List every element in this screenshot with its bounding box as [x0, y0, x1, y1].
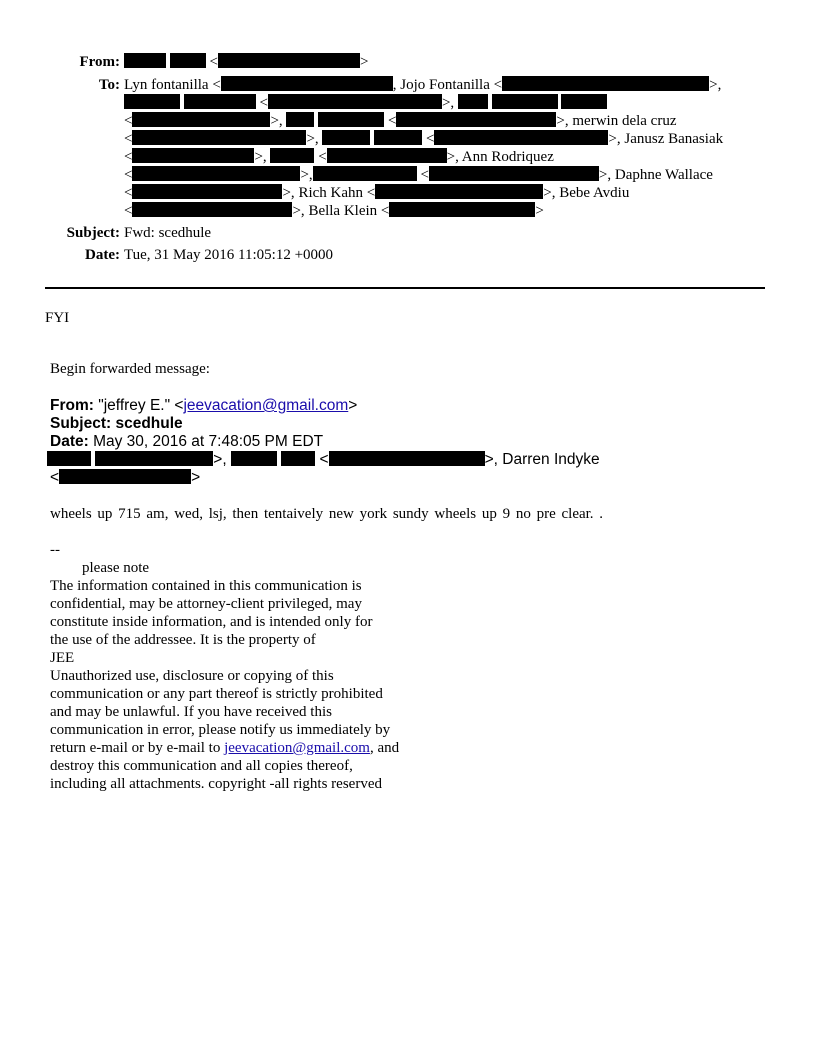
redaction: [132, 148, 254, 163]
forwarded-to-row: >, < >, Darren Indyke: [50, 451, 600, 469]
recipient-name: Lyn fontanilla: [124, 77, 209, 93]
redaction: [434, 130, 608, 145]
to-line-4: < >, < >, Janusz Banasiak: [124, 131, 724, 147]
redaction: [132, 130, 306, 145]
redaction: [184, 94, 256, 109]
redaction: [492, 94, 558, 109]
forwarded-from-row: From: "jeffrey E." <jeevacation@gmail.com>: [50, 397, 358, 414]
redaction: [132, 166, 300, 181]
redaction: [329, 451, 485, 466]
to-label: To:: [98, 77, 120, 93]
redaction: [59, 469, 191, 484]
recipient-name: Rich Kahn: [298, 185, 364, 201]
recipient-name: Daphne Wallace: [614, 167, 713, 183]
redaction: [429, 166, 599, 181]
to-line-8: < >, Bella Klein < >: [124, 203, 544, 219]
recipient-name: merwin dela cruz: [572, 113, 677, 129]
to-line-7: < >, Rich Kahn < >, Bebe Avdiu: [124, 185, 630, 201]
from-value: < >: [124, 53, 368, 71]
forwarded-to-name: Darren Indyke: [502, 451, 600, 468]
redaction: [374, 130, 422, 145]
header-divider: [45, 287, 765, 289]
redaction: [327, 148, 447, 163]
to-line-5: < >, < >, Ann Rodriquez: [124, 149, 554, 165]
redaction: [313, 166, 417, 181]
signature-line: JEE: [50, 650, 75, 666]
forwarded-from-name: "jeffrey E.": [98, 397, 171, 414]
redaction: [318, 112, 384, 127]
redaction: [561, 94, 607, 109]
signature-line: the use of the addressee. It is the property of: [50, 632, 316, 648]
redaction: [95, 451, 213, 466]
redaction: [132, 112, 270, 127]
signature-please-note: please note: [82, 560, 150, 576]
redaction: [396, 112, 556, 127]
redaction: [221, 76, 393, 91]
signature-line: communication in error, please notify us immediately by: [50, 722, 391, 738]
forwarded-subject-row: [50, 415, 183, 433]
redaction: [281, 451, 315, 466]
from-label: From:: [79, 54, 120, 70]
redaction: [389, 202, 535, 217]
signature-line: including all attachments. copyright -all rights reserved: [50, 776, 382, 792]
redaction: [268, 94, 442, 109]
forwarded-date-value: May 30, 2016 at 7:48:05 PM EDT: [93, 433, 324, 450]
signature-return-prefix: return e-mail or by e-mail to: [50, 740, 221, 756]
recipient-name: Ann Rodriquez: [461, 149, 554, 165]
begin-forwarded-text: Begin forwarded message:: [50, 361, 210, 377]
redaction: [218, 53, 360, 68]
to-line-2: < >,: [124, 94, 607, 112]
redaction: [231, 451, 277, 466]
redaction: [124, 53, 166, 68]
recipient-name: Janusz Banasiak: [624, 131, 724, 147]
redaction: [124, 94, 180, 109]
forwarded-to-row-2: < >: [50, 469, 201, 486]
forwarded-date-row: [50, 433, 323, 451]
redaction: [322, 130, 370, 145]
signature-line: The information contained in this communication is: [50, 578, 362, 594]
forwarded-from-label: From:: [50, 397, 94, 414]
signature-line: confidential, may be attorney-client privileged, may: [50, 596, 362, 612]
recipient-name: Bella Klein: [308, 203, 378, 219]
forwarded-date-label: Date:: [50, 433, 89, 450]
subject-label: Subject:: [66, 225, 120, 241]
signature-dashes: --: [50, 542, 60, 558]
fyi-text: FYI: [45, 310, 70, 326]
signature-line: Unauthorized use, disclosure or copying of this: [50, 668, 334, 684]
redaction: [458, 94, 488, 109]
to-line-3: < >, < >, merwin dela cruz: [124, 113, 677, 129]
redaction: [502, 76, 709, 91]
message-text: wheels up 715 am, wed, lsj, then tentaively new york sundy wheels up 9 no pre clear. .: [50, 506, 604, 522]
recipient-name: Bebe Avdiu: [559, 185, 630, 201]
signature-line: and may be unlawful. If you have received this: [50, 704, 332, 720]
redaction: [270, 148, 314, 163]
forwarded-subject-value: scedhule: [115, 415, 183, 432]
forwarded-from-email-link[interactable]: jeevacation@gmail.com: [183, 397, 349, 414]
signature-block: [50, 541, 399, 793]
recipient-name: Jojo Fontanilla: [400, 77, 490, 93]
date-value: Tue, 31 May 2016 11:05:12 +0000: [124, 247, 334, 263]
redaction: [375, 184, 543, 199]
subject-value: Fwd: scedhule: [124, 225, 212, 241]
signature-return-line: [50, 739, 399, 757]
redaction: [286, 112, 314, 127]
redaction: [170, 53, 206, 68]
signature-line: communication or any part thereof is strictly prohibited: [50, 686, 383, 702]
signature-line: constitute inside information, and is intended only for: [50, 614, 373, 630]
forwarded-subject-label: Subject:: [50, 415, 112, 432]
redaction: [47, 451, 91, 466]
redaction: [132, 202, 292, 217]
signature-line: destroy this communication and all copies thereof,: [50, 758, 353, 774]
date-label: Date:: [85, 247, 120, 263]
redaction: [132, 184, 282, 199]
signature-email-link[interactable]: jeevacation@gmail.com: [224, 740, 370, 756]
to-line-1: Lyn fontanilla < , Jojo Fontanilla < >,: [124, 77, 722, 93]
to-line-6: < >, < >, Daphne Wallace: [124, 167, 713, 183]
signature-return-suffix: , and: [369, 740, 400, 756]
